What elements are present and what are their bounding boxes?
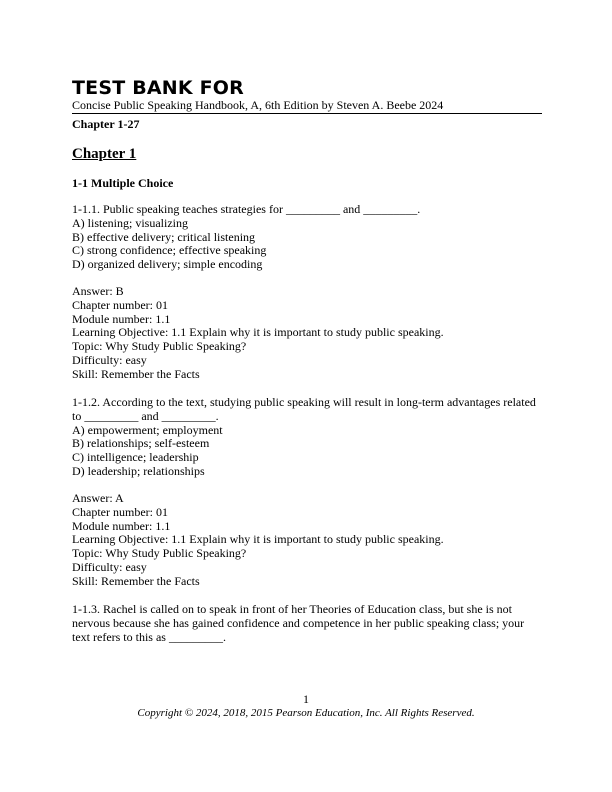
- question-stem: 1-1.2. According to the text, studying public speaking will result in long-term advantages related to _________ and _________.: [72, 395, 536, 423]
- answer: Answer: B: [72, 284, 124, 298]
- question-2: [72, 396, 542, 479]
- question-1: [72, 203, 542, 272]
- section-heading: 1-1 Multiple Choice: [72, 176, 174, 190]
- skill: Skill: Remember the Facts: [72, 573, 200, 588]
- document-subtitle: Concise Public Speaking Handbook, A, 6th Edition by Steven A. Beebe 2024: [72, 98, 444, 112]
- question-stem: 1-1.1. Public speaking teaches strategies for _________ and _________.: [72, 202, 421, 216]
- document-title: TEST BANK FOR: [72, 77, 244, 99]
- answer: Answer: A: [72, 491, 124, 505]
- topic: Topic: Why Study Public Speaking?: [72, 339, 247, 354]
- page-number: 1: [303, 692, 309, 706]
- question-stem: 1-1.3. Rachel is called on to speak in front of her Theories of Education class, but she is not nervous because she has gained confidence and competence in her public speaking class; your text refers to this as _________.: [72, 602, 525, 644]
- option-a: A) empowerment; employment: [72, 422, 223, 437]
- difficulty: Difficulty: easy: [72, 352, 147, 367]
- learning-objective: Learning Objective: 1.1 Explain why it is important to study public speaking.: [72, 532, 444, 547]
- option-c: C) intelligence; leadership: [72, 450, 199, 465]
- question-1-meta: [72, 285, 542, 382]
- module-number: Module number: 1.1: [72, 311, 171, 326]
- copyright-notice: Copyright © 2024, 2018, 2015 Pearson Education, Inc. All Rights Reserved.: [137, 707, 475, 719]
- question-2-meta: [72, 492, 542, 589]
- chapter-range: Chapter 1-27: [72, 117, 140, 131]
- chapter-heading: Chapter 1: [72, 146, 137, 162]
- header-rule: [72, 113, 542, 114]
- question-3: [72, 603, 542, 644]
- option-a: A) listening; visualizing: [72, 215, 188, 230]
- option-c: C) strong confidence; effective speaking: [72, 243, 267, 258]
- chapter-number: Chapter number: 01: [72, 504, 168, 519]
- chapter-number: Chapter number: 01: [72, 297, 168, 312]
- module-number: Module number: 1.1: [72, 518, 171, 533]
- option-d: D) leadership; relationships: [72, 463, 205, 478]
- learning-objective: Learning Objective: 1.1 Explain why it is important to study public speaking.: [72, 325, 444, 340]
- difficulty: Difficulty: easy: [72, 559, 147, 574]
- skill: Skill: Remember the Facts: [72, 366, 200, 381]
- option-b: B) effective delivery; critical listening: [72, 229, 256, 244]
- option-d: D) organized delivery; simple encoding: [72, 257, 263, 272]
- topic: Topic: Why Study Public Speaking?: [72, 546, 247, 561]
- option-b: B) relationships; self-esteem: [72, 436, 210, 451]
